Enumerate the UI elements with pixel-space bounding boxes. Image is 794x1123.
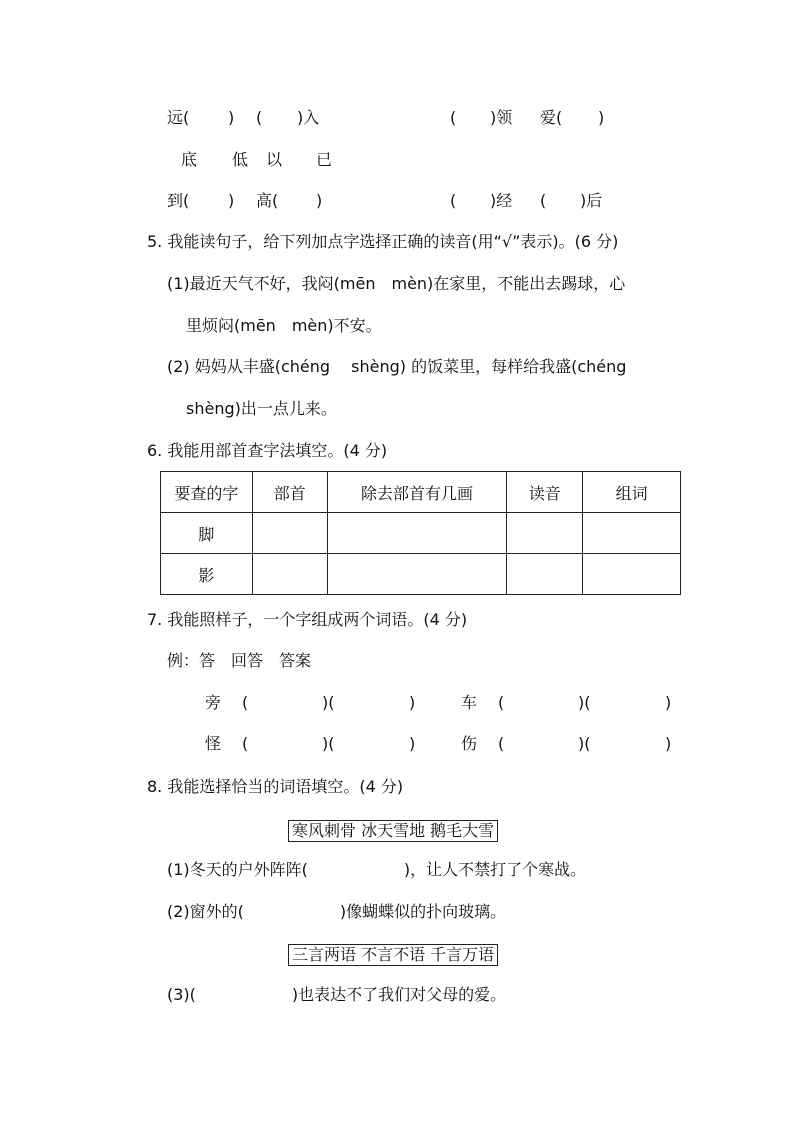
q7-row2-segment: ( — [498, 734, 505, 753]
q7-row1-segment: )( — [578, 693, 591, 712]
section4-row3-segment: ) — [316, 191, 323, 210]
q7-row1-segment: ) — [409, 693, 416, 712]
section4-row3-segment: )后 — [580, 191, 603, 210]
table-row — [161, 513, 681, 554]
q7-row2-segment: ( — [242, 734, 249, 753]
q8-title: 8. 我能选择恰当的词语填空。(4 分) — [147, 777, 404, 796]
q8-sentence1: (1)冬天的户外阵阵( )，让人不禁打了个寒战。 — [167, 860, 587, 879]
cell-stroke-count-blank[interactable] — [327, 513, 507, 554]
q7-row2-segment: ) — [409, 734, 416, 753]
section4-row2-segment: 已 — [316, 150, 333, 169]
cell-radical-blank[interactable] — [252, 513, 327, 554]
section4-row2-segment: 底 — [181, 150, 198, 169]
q7-row1-segment: ( — [498, 693, 505, 712]
cell-character: 脚 — [161, 513, 253, 554]
cell-pronunciation-blank[interactable] — [507, 554, 583, 595]
header-word: 组词 — [583, 472, 681, 513]
q7-row1-segment: ( — [242, 693, 249, 712]
cell-word-blank[interactable] — [583, 513, 681, 554]
cell-word-blank[interactable] — [583, 554, 681, 595]
q7-row2-segment: 怪 — [205, 734, 222, 753]
q6-title: 6. 我能用部首查字法填空。(4 分) — [147, 441, 388, 460]
q7-row2-segment: )( — [578, 734, 591, 753]
section4-row3-segment: 到( — [167, 191, 190, 210]
section4-row2-segment: 以 — [266, 150, 283, 169]
section4-row1-segment: ( — [256, 108, 263, 127]
header-pronunciation: 读音 — [507, 472, 583, 513]
cell-character: 影 — [161, 554, 253, 595]
radical-lookup-table — [160, 471, 681, 595]
q5-title: 5. 我能读句子，给下列加点字选择正确的读音(用“√”表示)。(6 分) — [147, 232, 619, 251]
word-bank-1: 寒风刺骨 冰天雪地 鹅毛大雪 — [288, 820, 498, 842]
q7-row1-segment: 车 — [461, 693, 478, 712]
q5-sentence2-line1: (2) 妈妈从丰盛(chéng shèng) 的饭菜里，每样给我盛(chéng — [167, 357, 627, 376]
q7-example: 例：答 回答 答案 — [167, 651, 312, 670]
word-bank-2: 三言两语 不言不语 千言万语 — [288, 944, 498, 966]
header-character: 要查的字 — [161, 472, 253, 513]
q7-row1-segment: )( — [322, 693, 335, 712]
section4-row3-segment: )经 — [490, 191, 513, 210]
section4-row1-segment: )入 — [297, 108, 320, 127]
section4-row2-segment: 低 — [232, 150, 249, 169]
section4-row1-segment: ( — [450, 108, 457, 127]
section4-row1-segment: 远( — [167, 108, 190, 127]
q8-sentence3: (3)( )也表达不了我们对父母的爱。 — [167, 985, 507, 1004]
section4-row3-segment: ) — [228, 191, 235, 210]
section4-row1-segment: ) — [228, 108, 235, 127]
q7-row2-segment: 伤 — [461, 734, 478, 753]
section4-row3-segment: ( — [450, 191, 457, 210]
section4-row1-segment: 爱( — [540, 108, 563, 127]
q5-sentence1-line2: 里烦闷(mēn mèn)不安。 — [186, 316, 382, 335]
section4-row1-segment: )领 — [490, 108, 513, 127]
q7-title: 7. 我能照样子，一个字组成两个词语。(4 分) — [147, 610, 468, 629]
section4-row3-segment: 高( — [256, 191, 279, 210]
header-stroke-count: 除去部首有几画 — [327, 472, 507, 513]
q5-sentence2-line2: shèng)出一点儿来。 — [186, 399, 337, 418]
cell-stroke-count-blank[interactable] — [327, 554, 507, 595]
q7-row1-segment: 旁 — [205, 693, 222, 712]
q8-sentence2: (2)窗外的( )像蝴蝶似的扑向玻璃。 — [167, 902, 507, 921]
cell-pronunciation-blank[interactable] — [507, 513, 583, 554]
header-radical: 部首 — [252, 472, 327, 513]
section4-row1-segment: ) — [598, 108, 605, 127]
table-header-row — [161, 472, 681, 513]
q7-row2-segment: )( — [322, 734, 335, 753]
table-row — [161, 554, 681, 595]
q7-row1-segment: ) — [665, 693, 672, 712]
cell-radical-blank[interactable] — [252, 554, 327, 595]
q7-row2-segment: ) — [665, 734, 672, 753]
q5-sentence1-line1: (1)最近天气不好，我闷(mēn mèn)在家里，不能出去踢球，心 — [167, 274, 626, 293]
section4-row3-segment: ( — [540, 191, 547, 210]
